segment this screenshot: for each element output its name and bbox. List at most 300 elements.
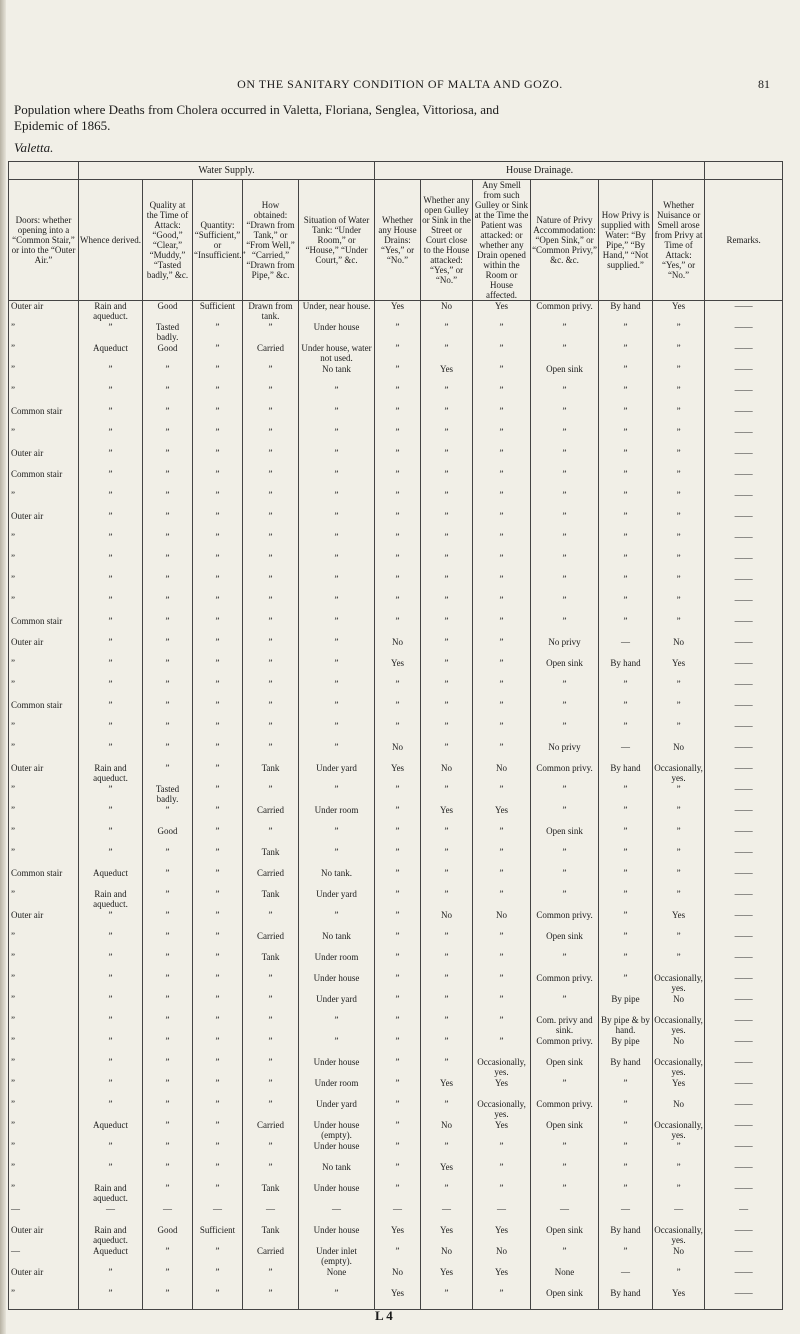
table-cell: —— — [705, 847, 783, 868]
table-cell: Yes — [375, 658, 421, 679]
table-cell: Yes — [421, 1225, 473, 1246]
table-cell: ” — [599, 910, 653, 931]
table-cell: Open sink — [531, 931, 599, 952]
table-row — [9, 826, 783, 847]
table-cell: Under yard — [299, 1099, 375, 1120]
table-row — [9, 343, 783, 364]
table-cell: ” — [531, 868, 599, 889]
table-cell: ” — [599, 679, 653, 700]
table-cell: ” — [9, 553, 79, 574]
table-cell: —— — [705, 595, 783, 616]
table-cell: ” — [79, 805, 143, 826]
table-cell: ” — [79, 910, 143, 931]
table-cell: —— — [705, 1246, 783, 1267]
table-cell: ” — [473, 721, 531, 742]
table-cell: ” — [653, 595, 705, 616]
table-cell: — — [421, 1204, 473, 1225]
table-cell: ” — [193, 994, 243, 1015]
table-cell: ” — [531, 469, 599, 490]
table-cell: ” — [143, 406, 193, 427]
table-cell: ” — [299, 1015, 375, 1036]
table-cell: ” — [653, 826, 705, 847]
table-cell: ” — [193, 700, 243, 721]
table-cell: ” — [143, 1162, 193, 1183]
table-cell: ” — [653, 406, 705, 427]
table-cell: ” — [531, 343, 599, 364]
table-cell: Yes — [653, 301, 705, 323]
table-cell: ” — [599, 805, 653, 826]
table-cell: ” — [299, 511, 375, 532]
table-cell: ” — [421, 1288, 473, 1310]
table-cell: ” — [79, 364, 143, 385]
table-cell: Outer air — [9, 448, 79, 469]
table-cell: ” — [79, 742, 143, 763]
table-cell: ” — [143, 679, 193, 700]
table-cell: Under yard — [299, 889, 375, 910]
table-cell: ” — [599, 511, 653, 532]
table-cell: —— — [705, 805, 783, 826]
table-cell: ” — [243, 1288, 299, 1310]
table-cell: ” — [473, 1036, 531, 1057]
table-cell: Yes — [375, 301, 421, 323]
table-cell: Occasionally, yes. — [473, 1099, 531, 1120]
table-cell: ” — [143, 595, 193, 616]
table-cell: ” — [375, 847, 421, 868]
table-cell: ” — [653, 616, 705, 637]
table-cell: ” — [9, 826, 79, 847]
table-cell: No — [375, 637, 421, 658]
table-cell: By pipe — [599, 994, 653, 1015]
table-cell: ” — [243, 742, 299, 763]
table-cell: Common stair — [9, 616, 79, 637]
table-cell: ” — [79, 826, 143, 847]
table-cell: ” — [599, 532, 653, 553]
table-cell: ” — [653, 511, 705, 532]
table-row — [9, 700, 783, 721]
table-cell: —— — [705, 427, 783, 448]
column-header: Remarks. — [705, 180, 783, 301]
table-cell: ” — [243, 1057, 299, 1078]
table-cell: ” — [473, 406, 531, 427]
table-cell: ” — [193, 1162, 243, 1183]
table-cell: Under inlet (empty). — [299, 1246, 375, 1267]
table-cell: ” — [9, 805, 79, 826]
table-cell: By hand — [599, 658, 653, 679]
table-cell: ” — [193, 511, 243, 532]
table-cell: — — [599, 637, 653, 658]
table-cell: ” — [243, 910, 299, 931]
table-cell: ” — [299, 847, 375, 868]
table-cell: Carried — [243, 868, 299, 889]
table-cell: No privy — [531, 742, 599, 763]
table-cell: Yes — [653, 1288, 705, 1310]
table-cell: ” — [143, 385, 193, 406]
table-cell: ” — [473, 469, 531, 490]
table-cell: —— — [705, 1162, 783, 1183]
table-row — [9, 658, 783, 679]
table-cell: ” — [375, 616, 421, 637]
table-cell: Good — [143, 826, 193, 847]
table-cell: Tasted badly. — [143, 784, 193, 805]
running-header — [0, 77, 800, 95]
table-cell: Drawn from tank. — [243, 301, 299, 323]
table-cell: —— — [705, 406, 783, 427]
table-row — [9, 490, 783, 511]
table-cell: ” — [531, 700, 599, 721]
table-cell: Open sink — [531, 1057, 599, 1078]
table-cell: ” — [531, 553, 599, 574]
table-cell: ” — [375, 973, 421, 994]
table-cell: No — [375, 1267, 421, 1288]
table-cell: ” — [79, 553, 143, 574]
table-cell: ” — [421, 595, 473, 616]
table-cell: ” — [143, 532, 193, 553]
table-cell: ” — [421, 448, 473, 469]
table-cell: ” — [143, 742, 193, 763]
group-blank — [9, 162, 79, 180]
table-cell: Carried — [243, 805, 299, 826]
table-cell: ” — [299, 784, 375, 805]
table-cell: ” — [79, 1267, 143, 1288]
table-cell: ” — [193, 763, 243, 784]
table-row — [9, 1183, 783, 1204]
table-cell: ” — [599, 952, 653, 973]
table-cell: ” — [79, 322, 143, 343]
table-cell: ” — [653, 1141, 705, 1162]
table-cell: ” — [79, 679, 143, 700]
table-cell: Outer air — [9, 910, 79, 931]
table-cell: ” — [9, 385, 79, 406]
table-row — [9, 364, 783, 385]
table-cell: Com. privy and sink. — [531, 1015, 599, 1036]
table-cell: ” — [653, 322, 705, 343]
table-cell: None — [531, 1267, 599, 1288]
data-table — [8, 161, 783, 1310]
table-cell: ” — [193, 364, 243, 385]
table-cell: ” — [421, 553, 473, 574]
table-cell: Under house — [299, 322, 375, 343]
table-cell: ” — [531, 1078, 599, 1099]
table-cell: No — [653, 1099, 705, 1120]
table-cell: —— — [705, 868, 783, 889]
table-cell: ” — [375, 553, 421, 574]
table-cell: ” — [193, 1078, 243, 1099]
table-cell: ” — [531, 616, 599, 637]
table-cell: Open sink — [531, 826, 599, 847]
table-cell: ” — [421, 994, 473, 1015]
table-cell: ” — [375, 1078, 421, 1099]
table-cell: ” — [9, 1162, 79, 1183]
table-cell: ” — [531, 574, 599, 595]
table-cell: ” — [421, 1141, 473, 1162]
table-cell: ” — [193, 1015, 243, 1036]
table-row — [9, 1099, 783, 1120]
table-cell: ” — [143, 511, 193, 532]
table-cell: —— — [705, 532, 783, 553]
table-cell: Yes — [375, 763, 421, 784]
table-row — [9, 784, 783, 805]
table-cell: Common stair — [9, 868, 79, 889]
table-cell: ” — [243, 1078, 299, 1099]
table-cell: ” — [653, 343, 705, 364]
running-title: ON THE SANITARY CONDITION OF MALTA AND GOZO. — [237, 77, 563, 91]
table-cell: ” — [599, 1246, 653, 1267]
table-cell: — — [79, 1204, 143, 1225]
table-cell: ” — [193, 1141, 243, 1162]
table-cell: Under house — [299, 1057, 375, 1078]
table-cell: —— — [705, 931, 783, 952]
table-cell: —— — [705, 385, 783, 406]
table-cell: —— — [705, 511, 783, 532]
table-row — [9, 889, 783, 910]
table-cell: ” — [421, 385, 473, 406]
table-cell: By pipe — [599, 1036, 653, 1057]
table-cell: —— — [705, 889, 783, 910]
table-cell: ” — [193, 889, 243, 910]
table-cell: ” — [375, 490, 421, 511]
table-cell: ” — [375, 1099, 421, 1120]
table-cell: Rain and aqueduct. — [79, 889, 143, 910]
table-cell: ” — [375, 1036, 421, 1057]
table-cell: — — [599, 1204, 653, 1225]
table-cell: ” — [143, 1099, 193, 1120]
table-cell: ” — [531, 847, 599, 868]
table-cell: ” — [421, 742, 473, 763]
table-cell: Open sink — [531, 364, 599, 385]
table-cell: Common stair — [9, 700, 79, 721]
table-cell: ” — [299, 532, 375, 553]
table-cell: ” — [193, 1267, 243, 1288]
table-cell: ” — [9, 994, 79, 1015]
table-row — [9, 910, 783, 931]
column-header: Whether any House Drains: “Yes,” or “No.” — [375, 180, 421, 301]
table-cell: ” — [143, 952, 193, 973]
table-cell: ” — [243, 385, 299, 406]
table-cell: No — [653, 1036, 705, 1057]
table-cell: ” — [599, 406, 653, 427]
table-body — [9, 301, 783, 1310]
table-cell: ” — [653, 679, 705, 700]
table-cell: ” — [9, 721, 79, 742]
table-cell: —— — [705, 1120, 783, 1141]
table-cell: ” — [375, 322, 421, 343]
table-cell: ” — [299, 826, 375, 847]
table-cell: ” — [9, 322, 79, 343]
table-cell: ” — [299, 721, 375, 742]
table-cell: ” — [473, 1141, 531, 1162]
table-cell: Outer air — [9, 511, 79, 532]
table-cell: ” — [531, 679, 599, 700]
table-cell: —— — [705, 658, 783, 679]
table-cell: ” — [599, 343, 653, 364]
table-cell: ” — [473, 532, 531, 553]
table-cell: Occasionally, yes. — [654, 973, 703, 993]
table-cell: Yes — [653, 1078, 705, 1099]
table-cell: ” — [375, 1057, 421, 1078]
table-cell: Outer air — [9, 301, 79, 323]
table-cell: ” — [9, 1120, 79, 1141]
table-cell: ” — [9, 574, 79, 595]
group-water-supply: Water Supply. — [79, 162, 375, 180]
table-cell: By hand — [599, 763, 653, 784]
table-cell: ” — [193, 805, 243, 826]
table-cell: ” — [79, 406, 143, 427]
table-cell: ” — [243, 448, 299, 469]
table-cell: Good — [143, 301, 193, 323]
table-cell: ” — [531, 889, 599, 910]
table-cell: ” — [299, 616, 375, 637]
table-cell: —— — [705, 322, 783, 343]
table-cell: Outer air — [9, 1267, 79, 1288]
table-cell: ” — [9, 1183, 79, 1204]
table-row — [9, 322, 783, 343]
table-cell: ” — [421, 847, 473, 868]
column-header: How obtained: “Drawn from Tank,” or “From Well,” “Carried,” “Drawn from Pipe,” &c. — [243, 180, 299, 301]
table-cell: —— — [705, 826, 783, 847]
table-cell: — — [193, 1204, 243, 1225]
table-cell: ” — [9, 490, 79, 511]
table-cell: ” — [473, 1015, 531, 1036]
table-cell: ” — [193, 784, 243, 805]
table-cell: ” — [79, 1162, 143, 1183]
table-cell: ” — [375, 532, 421, 553]
table-cell: Yes — [375, 1225, 421, 1246]
table-cell: ” — [473, 847, 531, 868]
table-row — [9, 679, 783, 700]
table-cell: —— — [705, 1078, 783, 1099]
group-blank-remarks — [705, 162, 783, 180]
table-row — [9, 1036, 783, 1057]
table-cell: Rain and aqueduct. — [79, 763, 143, 784]
table-row — [9, 1015, 783, 1036]
table-cell: Tank — [243, 952, 299, 973]
table-cell: ” — [9, 679, 79, 700]
table-cell: ” — [375, 868, 421, 889]
table-cell: ” — [143, 1246, 193, 1267]
table-cell: By hand — [599, 1057, 653, 1078]
table-cell: ” — [9, 742, 79, 763]
table-cell: —— — [705, 1015, 783, 1036]
table-cell: ” — [79, 658, 143, 679]
table-cell: No — [421, 1246, 473, 1267]
table-cell: ” — [473, 343, 531, 364]
table-cell: ” — [421, 679, 473, 700]
table-cell: ” — [599, 700, 653, 721]
table-cell: ” — [531, 1246, 599, 1267]
table-cell: ” — [243, 574, 299, 595]
table-cell: ” — [9, 931, 79, 952]
table-cell: ” — [243, 700, 299, 721]
table-cell: ” — [9, 427, 79, 448]
table-cell: —— — [705, 1225, 783, 1246]
table-cell: ” — [531, 385, 599, 406]
table-cell: ” — [299, 406, 375, 427]
table-cell: ” — [473, 994, 531, 1015]
table-cell: ” — [653, 721, 705, 742]
table-cell: ” — [531, 406, 599, 427]
table-cell: Yes — [421, 1162, 473, 1183]
table-cell: No — [421, 910, 473, 931]
table-cell: ” — [243, 364, 299, 385]
table-cell: Outer air — [9, 763, 79, 784]
table-cell: ” — [473, 595, 531, 616]
table-cell: — — [9, 1204, 79, 1225]
table-cell: ” — [143, 1015, 193, 1036]
table-cell: ” — [243, 616, 299, 637]
table-cell: —— — [705, 616, 783, 637]
table-cell: Yes — [421, 364, 473, 385]
table-row — [9, 469, 783, 490]
table-cell: ” — [421, 469, 473, 490]
table-cell: ” — [473, 385, 531, 406]
table-cell: ” — [473, 1183, 531, 1204]
table-cell: ” — [9, 973, 79, 994]
table-cell: ” — [79, 721, 143, 742]
table-cell: Aqueduct — [79, 1246, 143, 1267]
table-cell: ” — [9, 364, 79, 385]
table-cell: ” — [421, 406, 473, 427]
table-cell: ” — [653, 532, 705, 553]
table-cell: —— — [705, 1183, 783, 1204]
table-cell: No tank — [299, 364, 375, 385]
table-cell: ” — [421, 1057, 473, 1078]
table-cell: No — [653, 994, 705, 1015]
table-cell: No tank — [299, 931, 375, 952]
table-cell: ” — [375, 994, 421, 1015]
table-cell: — — [143, 1204, 193, 1225]
table-cell: Under room — [299, 805, 375, 826]
table-cell: Occasionally, yes. — [654, 1057, 703, 1077]
table-cell: ” — [421, 889, 473, 910]
table-cell: ” — [599, 448, 653, 469]
table-cell: ” — [9, 1015, 79, 1036]
table-cell: ” — [375, 931, 421, 952]
table-cell: ” — [599, 616, 653, 637]
table-cell: ” — [243, 994, 299, 1015]
table-cell: ” — [243, 469, 299, 490]
table-cell: ” — [473, 364, 531, 385]
table-cell: Tank — [243, 889, 299, 910]
table-cell: ” — [599, 490, 653, 511]
table-cell: ” — [599, 385, 653, 406]
table-cell: Carried — [243, 1120, 299, 1141]
table-cell: ” — [143, 448, 193, 469]
table-cell: ” — [79, 490, 143, 511]
table-cell: Under yard — [299, 994, 375, 1015]
table-cell: Common privy. — [531, 910, 599, 931]
table-cell: ” — [531, 1141, 599, 1162]
table-row — [9, 448, 783, 469]
table-cell: ” — [299, 553, 375, 574]
table-cell: ” — [375, 1246, 421, 1267]
table-cell: ” — [193, 469, 243, 490]
table-cell: ” — [143, 1057, 193, 1078]
table-cell: Common privy. — [531, 973, 599, 994]
column-header: Quality at the Time of Attack: “Good,” “Clear,” “Muddy,” “Tasted badly,” &c. — [143, 180, 193, 301]
table-cell: ” — [421, 637, 473, 658]
table-cell: ” — [473, 574, 531, 595]
table-cell: ” — [9, 1078, 79, 1099]
table-cell: ” — [299, 490, 375, 511]
table-cell: ” — [299, 658, 375, 679]
table-cell: ” — [599, 973, 653, 994]
table-cell: ” — [375, 784, 421, 805]
table-cell: ” — [653, 1162, 705, 1183]
table-cell: Sufficient — [193, 1225, 243, 1246]
table-row — [9, 301, 783, 323]
table-cell: ” — [193, 973, 243, 994]
table-cell: ” — [143, 658, 193, 679]
